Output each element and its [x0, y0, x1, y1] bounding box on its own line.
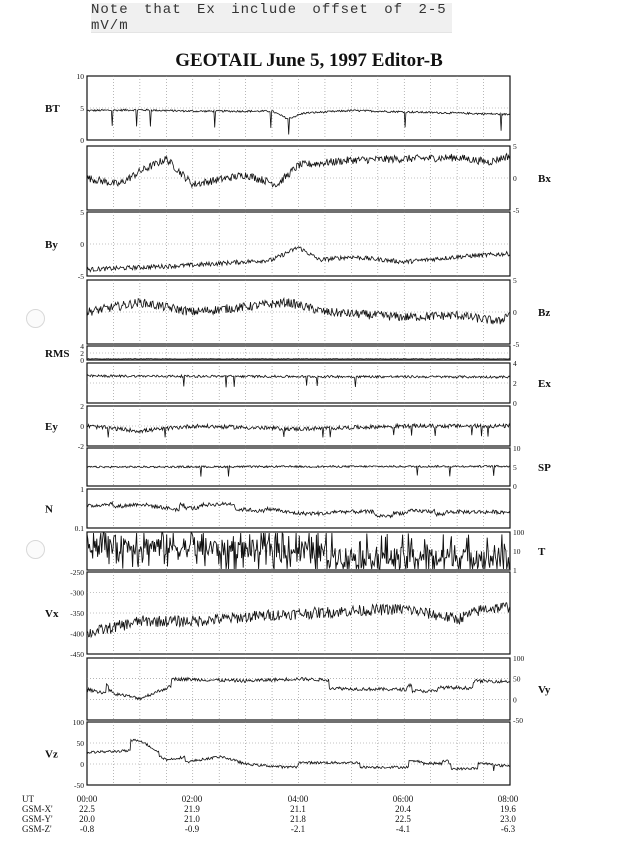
- footer-cell: 21.9: [184, 804, 200, 814]
- tick-label: 1: [513, 566, 517, 575]
- footer-row-label: GSM-X': [22, 804, 53, 814]
- footer-cell: 21.8: [290, 814, 306, 824]
- panel-by: [45, 208, 510, 281]
- tick-label: 5: [513, 142, 517, 151]
- tick-label: 0: [513, 695, 517, 705]
- tick-label: 5: [513, 463, 517, 472]
- tick-label: 5: [80, 104, 84, 113]
- panel-label-bt: BT: [45, 103, 60, 115]
- footer-cell: 21.0: [184, 814, 200, 824]
- tick-label: -5: [77, 272, 84, 281]
- tick-label: 100: [513, 528, 525, 537]
- tick-label: 50: [513, 674, 521, 684]
- tick-label: 5: [513, 276, 517, 285]
- panel-label-ex: Ex: [538, 378, 551, 390]
- panel-rms: [45, 342, 510, 365]
- offset-note: Note that Ex include offset of 2-5 mV/m: [91, 3, 452, 33]
- footer-row-label: GSM-Z': [22, 824, 52, 834]
- series-line-vx: [87, 603, 510, 637]
- footer-cell: 04:00: [287, 794, 309, 804]
- panel-label-bz: Bz: [538, 307, 551, 319]
- tick-label: -50: [513, 716, 523, 725]
- panel-label-bx: Bx: [538, 173, 551, 185]
- footer-cell: 00:00: [76, 794, 98, 804]
- tick-label: 0: [80, 422, 84, 431]
- footer-cell: -2.1: [290, 824, 306, 834]
- footer-cell: -6.3: [500, 824, 516, 834]
- footer-table: [22, 794, 519, 834]
- tick-label: 5: [80, 208, 84, 217]
- tick-label: 0: [513, 174, 517, 183]
- panel-label-rms: RMS: [45, 348, 70, 360]
- tick-label: 0: [80, 240, 84, 249]
- series-line-sp: [87, 465, 510, 476]
- series-line-bz: [87, 299, 510, 325]
- footer-row-label: UT: [22, 794, 34, 804]
- panel-label-vx: Vx: [45, 608, 59, 620]
- panel-t: [87, 528, 546, 575]
- panel-label-vy: Vy: [538, 684, 551, 696]
- footer-cell: 20.0: [79, 814, 95, 824]
- panel-ey: [45, 402, 510, 451]
- panel-ex: [87, 359, 551, 408]
- tick-label: 4: [80, 342, 84, 351]
- tick-label: 0: [80, 356, 84, 365]
- panel-label-n: N: [45, 503, 53, 516]
- tick-label: 10: [513, 547, 521, 556]
- tick-label: 0: [513, 308, 517, 317]
- series-line-by: [87, 247, 510, 272]
- panel-bx: [87, 142, 551, 215]
- footer-cell: 22.5: [395, 814, 411, 824]
- panel-bt: [45, 72, 510, 145]
- tick-label: 100: [72, 718, 84, 727]
- panel-vy: [87, 654, 551, 725]
- tick-label: -50: [74, 781, 84, 790]
- panel-label-t: T: [538, 546, 546, 558]
- footer-cell: 21.1: [290, 804, 306, 814]
- footer-cell: 19.6: [500, 804, 516, 814]
- tick-label: 1: [80, 485, 84, 494]
- footer-cell: -0.8: [79, 824, 95, 834]
- tick-label: 2: [80, 402, 84, 411]
- footer-cell: 20.4: [395, 804, 411, 814]
- chart-title: GEOTAIL June 5, 1997 Editor-B: [175, 50, 443, 71]
- tick-label: 2: [80, 349, 84, 358]
- tick-label: -450: [70, 650, 84, 659]
- tick-label: 10: [76, 72, 84, 81]
- panel-sp: [87, 444, 551, 491]
- tick-label: 0: [80, 760, 84, 769]
- tick-label: 0: [513, 399, 517, 408]
- footer-cell: 08:00: [497, 794, 519, 804]
- tick-label: -5: [513, 340, 520, 349]
- tick-label: 10: [513, 444, 521, 453]
- footer-cell: 22.5: [79, 804, 95, 814]
- tick-label: 2: [513, 379, 517, 388]
- footer-row-label: GSM-Y': [22, 814, 53, 824]
- tick-label: -300: [70, 588, 84, 598]
- tick-label: -5: [513, 206, 520, 215]
- footer-cell: -0.9: [184, 824, 200, 834]
- footer-cell: -4.1: [395, 824, 411, 834]
- footer-cell: 23.0: [500, 814, 516, 824]
- tick-label: -250: [70, 568, 84, 577]
- tick-label: -350: [70, 609, 84, 618]
- panel-n: [45, 485, 510, 533]
- tick-label: 0: [513, 482, 517, 491]
- panel-vx: [45, 568, 510, 659]
- tick-label: -2: [77, 442, 84, 451]
- footer-cell: 02:00: [181, 794, 203, 804]
- panel-label-by: By: [45, 239, 58, 251]
- panel-label-ey: Ey: [45, 421, 58, 433]
- tick-label: 100: [513, 654, 525, 663]
- tick-label: 0.1: [74, 524, 84, 533]
- panel-label-sp: SP: [538, 462, 551, 474]
- footer-cell: 06:00: [392, 794, 414, 804]
- panel-bz: [87, 276, 550, 349]
- panel-label-vz: Vz: [45, 748, 58, 761]
- tick-label: -400: [70, 629, 84, 639]
- tick-label: 0: [80, 136, 84, 145]
- tick-label: 50: [76, 739, 84, 748]
- tick-label: 4: [513, 359, 517, 368]
- panel-vz: [45, 718, 510, 790]
